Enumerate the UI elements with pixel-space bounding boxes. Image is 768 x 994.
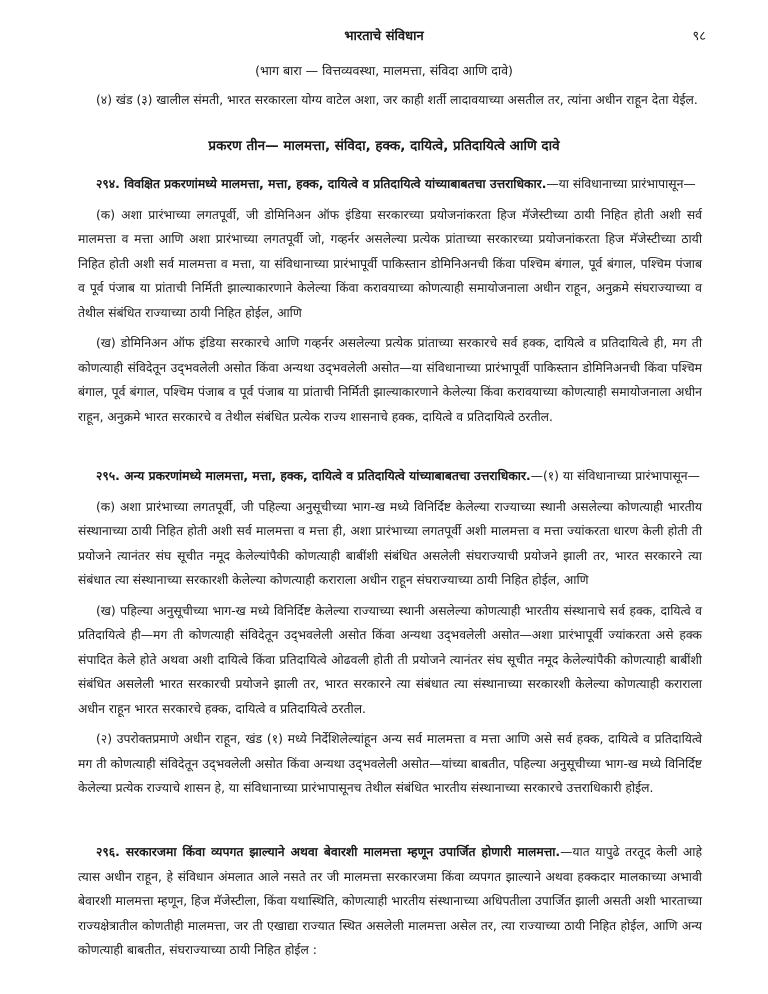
- article-296-text: —यात यापुढे तरतूद केली आहे त्यास अधीन राहून, हे संविधान अंमलात आले नसते तर जी मालमत्ता सरकारजमा किंवा व्यपगत झाल्याने अथवा हक्कदार मालकाच्या अभावी बेवारशी मालमत्ता म्हणून, हिज मॅजेस्टीला, किंवा यथास्थिति, कोणत्याही भारतीय संस्थानाच्या अधिपतीला उपार्जित झाली असती अशी भारताच्या राज्यक्षेत्रातील कोणतीही मालमत्ता, जर ती एखाद्या राज्यात स्थित असलेली मालमत्ता असेल तर, त्या राज्याच्या ठायी निहित होईल, आणि अन्य कोणत्याही बाबतीत, संघराज्याच्या ठायी निहित होईल :: [78, 845, 703, 957]
- article-295: [78, 464, 702, 801]
- article-295-clause-2: (२) उपरोक्तप्रमाणे अधीन राहून, खंड (१) मध्ये निर्देशिलेल्यांहून अन्य सर्व मालमत्ता व मत्ता आणि असे सर्व हक्क, दायित्वे व प्रतिदायित्वे मग ती कोणत्याही संविदेतून उद्‌भवलेली असोत किंवा अन्यथा उद्‌भवलेली असोत—यांच्या बाबतीत, पहिल्या अनुसूचीच्या भाग-ख मध्ये विनिर्दिष्ट केलेल्या प्रत्येक राज्याचे शासन हे, या संविधानाच्या प्रारंभापासूनच तेथील संबंधित भारतीय संस्थानाच्या सरकारचे उत्तराधिकारी होईल.: [78, 732, 702, 795]
- article-295-clause-b: (ख) पहिल्या अनुसूचीच्या भाग-ख मध्ये विनिर्दिष्ट केलेल्या राज्याच्या स्थानी असलेल्या कोणत्याही भारतीय संस्थानाचे सर्व हक्क, दायित्वे व प्रतिदायित्वे ही—मग ती कोणत्याही संविदेतून उद्‌भवलेली असोत किंवा अन्यथा उद्‌भवलेली असोत—अशा प्रारंभापूर्वी ज्यांकरता असे हक्क संपादित केले होते अथवा अशी दायित्वे किंवा प्रतिदायित्वे ओढवली होती ती प्रयोजने त्यानंतर संघ सूचीत नमूद केलेल्यांपैकी कोणत्याही बाबींशी संबंधित असलेली भारत सरकारची प्रयोजने झाली तर, भारत सरकारने त्या संबंधात त्या संस्थानाच्या सरकारशी केलेल्या कोणत्याही कराराला अधीन राहून भारत सरकारचे हक्क, दायित्वे व प्रतिदायित्वे ठरतील.: [78, 603, 702, 716]
- page-number: ९८: [692, 29, 706, 44]
- article-295-heading-para: [78, 464, 702, 489]
- article-295-clause-a: (क) अशा प्रारंभाच्या लगतपूर्वी, जी पहिल्या अनुसूचीच्या भाग-ख मध्ये विनिर्दिष्ट केलेल्या राज्याच्या स्थानी असलेल्या कोणत्याही भारतीय संस्थानाच्या ठायी निहित होती अशी सर्व मालमत्ता व मत्ता ही, अशा प्रारंभाच्या लगतपूर्वी अशी मालमत्ता व मत्ता ज्यांकरता धारण केली होती ती प्रयोजने त्यानंतर संघ सूचीत नमूद केलेल्यांपैकी कोणत्याही बाबींशी संबंधित असलेली संघराज्याची प्रयोजने झाली तर, भारत सरकारने त्या संबंधात त्या संस्थानाच्या सरकारशी केलेल्या कोणत्याही कराराला अधीन राहून संघराज्याच्या ठायी निहित होईल, आणि: [78, 499, 702, 587]
- chapter-heading: प्रकरण तीन— मालमत्ता, संविदा, हक्क, दायित्वे, प्रतिदायित्वे आणि दावे: [208, 138, 560, 154]
- article-295-intro: —(१) या संविधानाच्या प्रारंभापासून—: [530, 469, 700, 483]
- article-294: [78, 172, 702, 429]
- article-296-heading: २९६. सरकारजमा किंवा व्यपगत झाल्याने अथवा बेवारशी मालमत्ता म्हणून उपार्जित होणारी मालमत्ता.: [96, 845, 561, 859]
- clause-4-block: [78, 88, 702, 113]
- article-294-heading-para: [78, 172, 702, 197]
- article-294-heading: २९४. विवक्षित प्रकरणांमध्ये मालमत्ता, मत्ता, हक्क, दायित्वे व प्रतिदायित्वे यांच्याबाबतचा उत्तराधिकार.: [96, 177, 547, 191]
- article-295-heading: २९५. अन्य प्रकरणांमध्ये मालमत्ता, मत्ता, हक्क, दायित्वे व प्रतिदायित्वे यांच्याबाबतचा उत्तराधिकार.: [96, 469, 531, 483]
- running-header-title: भारताचे संविधान: [344, 29, 424, 44]
- clause-4-text: (४) खंड (३) खालील संमती, भारत सरकारला योग्य वाटेल अशा, जर काही शर्ती लादावयाच्या असतील तर, त्यांना अधीन राहून देता येईल.: [96, 93, 698, 107]
- article-294-intro: —या संविधानाच्या प्रारंभापासून—: [546, 177, 696, 191]
- article-294-clause-b: (ख) डोमिनिअन ऑफ इंडिया सरकारचे आणि गव्हर्नर असलेल्या प्रत्येक प्रांताच्या सरकारचे सर्व हक्क, दायित्वे व प्रतिदायित्वे ही, मग ती कोणत्याही संविदेतून उद्‌भवलेली असोत किंवा अन्यथा उद्‌भवलेली असोत—या संविधानाच्या प्रारंभापूर्वी पाकिस्तान डोमिनिअनची किंवा पश्चिम बंगाल, पूर्व बंगाल, पश्चिम पंजाब व पूर्व पंजाब या प्रांताची निर्मिती झाल्याकारणाने केलेल्या किंवा करावयाच्या कोणत्याही समायोजनाला अधीन राहून, अनुक्रमे भारत सरकारचे व तेथील संबंधित प्रत्येक राज्य शासनाचे हक्क, दायित्वे व प्रतिदायित्वे ठरतील.: [78, 336, 702, 424]
- article-296: [78, 840, 702, 963]
- part-subheading: (भाग बारा — वित्तव्यवस्था, मालमत्ता, संविदा आणि दावे): [255, 63, 513, 78]
- article-294-clause-a: (क) अशा प्रारंभाच्या लगतपूर्वी, जी डोमिनिअन ऑफ इंडिया सरकारच्या प्रयोजनांकरता हिज मॅजेस्टीच्या ठायी निहित होती अशी सर्व मालमत्ता व मत्ता आणि अशा प्रारंभाच्या लगतपूर्वी जो, गव्हर्नर असलेल्या प्रत्येक प्रांताच्या सरकारच्या प्रयोजनांकरता हिज मॅजेस्टीच्या ठायी निहित होती अशी सर्व मालमत्ता व मत्ता, या संविधानाच्या प्रारंभापूर्वी पाकिस्तान डोमिनिअनची किंवा पश्चिम बंगाल, पूर्व बंगाल, पश्चिम पंजाब व पूर्व पंजाब या प्रांताची निर्मिती झाल्याकारणाने केलेल्या किंवा करावयाच्या कोणत्याही समायोजनाला अधीन राहून, अनुक्रमे संघराज्याच्या व तेथील संबंधित राज्याच्या ठायी निहित होईल, आणि: [78, 207, 702, 320]
- article-296-para: [78, 840, 702, 963]
